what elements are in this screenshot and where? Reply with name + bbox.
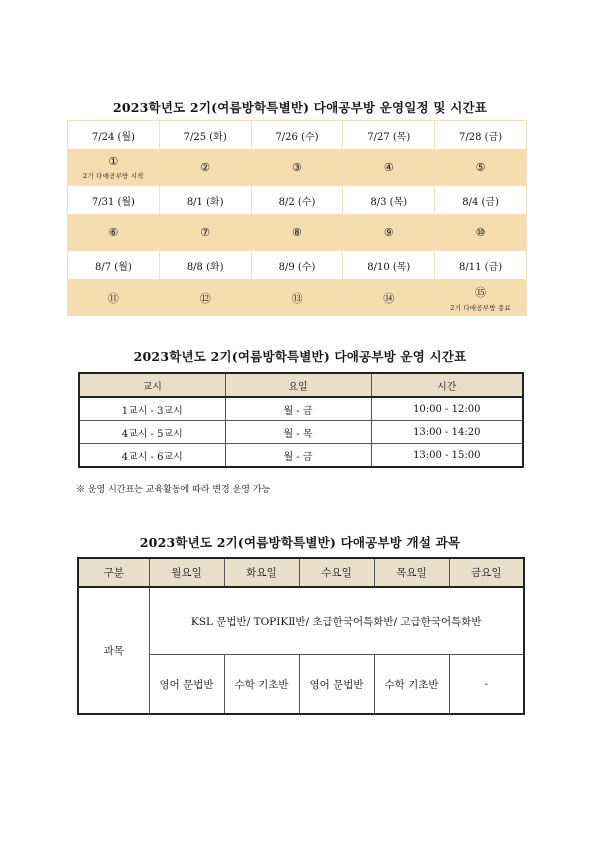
session-number: ① <box>108 155 119 168</box>
session-cell <box>159 150 251 186</box>
friday-subject: - <box>449 655 524 715</box>
operation-time-table <box>78 372 524 468</box>
table-row <box>79 397 523 421</box>
session-cell <box>251 215 343 251</box>
session-cell <box>68 280 160 316</box>
session-end-note: 2기 다애공부방 종료 <box>450 303 511 312</box>
subjects-row-label: 과목 <box>78 587 149 714</box>
session-number: ⑩ <box>475 226 486 239</box>
session-cell <box>68 215 160 251</box>
session-number: ⑬ <box>291 291 303 305</box>
week-1-date-row <box>68 121 527 150</box>
session-cell <box>343 215 435 251</box>
date-cell: 7/28 (금) <box>435 121 527 150</box>
table-row <box>79 421 523 444</box>
session-cell <box>159 215 251 251</box>
week-3-session-row <box>68 280 527 316</box>
table-row <box>79 444 523 468</box>
common-subjects-cell: KSL 문법반/ TOPIKⅡ반/ 초급한국어특화반/ 고급한국어특화반 <box>149 587 524 655</box>
session-cell <box>68 150 160 186</box>
session-number: ⑮ <box>475 285 487 299</box>
date-cell: 8/2 (수) <box>251 186 343 215</box>
day-cell: 월 - 목 <box>225 421 371 444</box>
date-cell: 8/7 (월) <box>68 251 160 280</box>
week-2-session-row <box>68 215 527 251</box>
tuesday-subject: 수학 기초반 <box>224 655 299 715</box>
date-cell: 8/4 (금) <box>435 186 527 215</box>
date-cell: 8/1 (화) <box>159 186 251 215</box>
date-cell: 8/11 (금) <box>435 251 527 280</box>
header-category: 구분 <box>78 558 149 587</box>
day-cell: 월 - 금 <box>225 444 371 468</box>
period-cell: 4교시 - 6교시 <box>79 444 225 468</box>
schedule-calendar-table <box>67 120 527 316</box>
session-number: ⑭ <box>383 291 395 305</box>
session-cell <box>159 280 251 316</box>
session-cell <box>435 280 527 316</box>
header-monday: 월요일 <box>149 558 224 587</box>
date-cell: 7/26 (수) <box>251 121 343 150</box>
time-cell: 10:00 - 12:00 <box>371 397 523 421</box>
subjects-table <box>77 557 525 715</box>
session-number: ⑨ <box>383 226 394 239</box>
session-number: ⑥ <box>108 226 119 239</box>
date-cell: 8/8 (화) <box>159 251 251 280</box>
week-2-date-row <box>68 186 527 215</box>
subjects-title: 2023학년도 2기(여름방학특별반) 다애공부방 개설 과목 <box>139 535 461 550</box>
header-thursday: 목요일 <box>374 558 449 587</box>
week-3-date-row <box>68 251 527 280</box>
wednesday-subject: 영어 문법반 <box>299 655 374 715</box>
session-cell <box>251 280 343 316</box>
date-cell: 8/9 (수) <box>251 251 343 280</box>
day-cell: 월 - 금 <box>225 397 371 421</box>
session-number: ⑤ <box>475 161 486 174</box>
session-number: ④ <box>383 161 394 174</box>
session-start-note: 2기 다애공부방 시작 <box>83 172 144 180</box>
operation-header-row <box>79 373 523 397</box>
header-wednesday: 수요일 <box>299 558 374 587</box>
table-row <box>78 587 524 655</box>
date-cell: 8/10 (목) <box>343 251 435 280</box>
monday-subject: 영어 문법반 <box>149 655 224 715</box>
period-cell: 4교시 - 5교시 <box>79 421 225 444</box>
session-number: ⑧ <box>292 226 302 239</box>
header-time: 시간 <box>371 373 523 397</box>
session-cell <box>251 150 343 186</box>
session-number: ③ <box>292 161 302 174</box>
time-cell: 13:00 - 14:20 <box>371 421 523 444</box>
session-cell <box>343 280 435 316</box>
header-tuesday: 화요일 <box>224 558 299 587</box>
session-cell <box>435 215 527 251</box>
session-number: ② <box>200 161 211 174</box>
operation-footnote: ※ 운영 시간표는 교육활동에 따라 변경 운영 가능 <box>76 485 271 495</box>
operation-title: 2023학년도 2기(여름방학특별반) 다애공부방 운영 시간표 <box>133 349 467 364</box>
date-cell: 7/27 (목) <box>343 121 435 150</box>
header-day: 요일 <box>225 373 371 397</box>
session-number: ⑪ <box>107 291 119 305</box>
session-number: ⑦ <box>200 226 211 239</box>
subjects-header-row <box>78 558 524 587</box>
session-number: ⑫ <box>199 291 211 305</box>
header-friday: 금요일 <box>449 558 524 587</box>
period-cell: 1교시 - 3교시 <box>79 397 225 421</box>
date-cell: 7/31 (월) <box>68 186 160 215</box>
time-cell: 13:00 - 15:00 <box>371 444 523 468</box>
week-1-session-row <box>68 150 527 186</box>
header-period: 교시 <box>79 373 225 397</box>
date-cell: 7/25 (화) <box>159 121 251 150</box>
session-cell <box>343 150 435 186</box>
schedule-title: 2023학년도 2기(여름방학특별반) 다애공부방 운영일정 및 시간표 <box>112 100 488 115</box>
thursday-subject: 수학 기초반 <box>374 655 449 715</box>
date-cell: 8/3 (목) <box>343 186 435 215</box>
date-cell: 7/24 (월) <box>68 121 160 150</box>
session-cell <box>435 150 527 186</box>
